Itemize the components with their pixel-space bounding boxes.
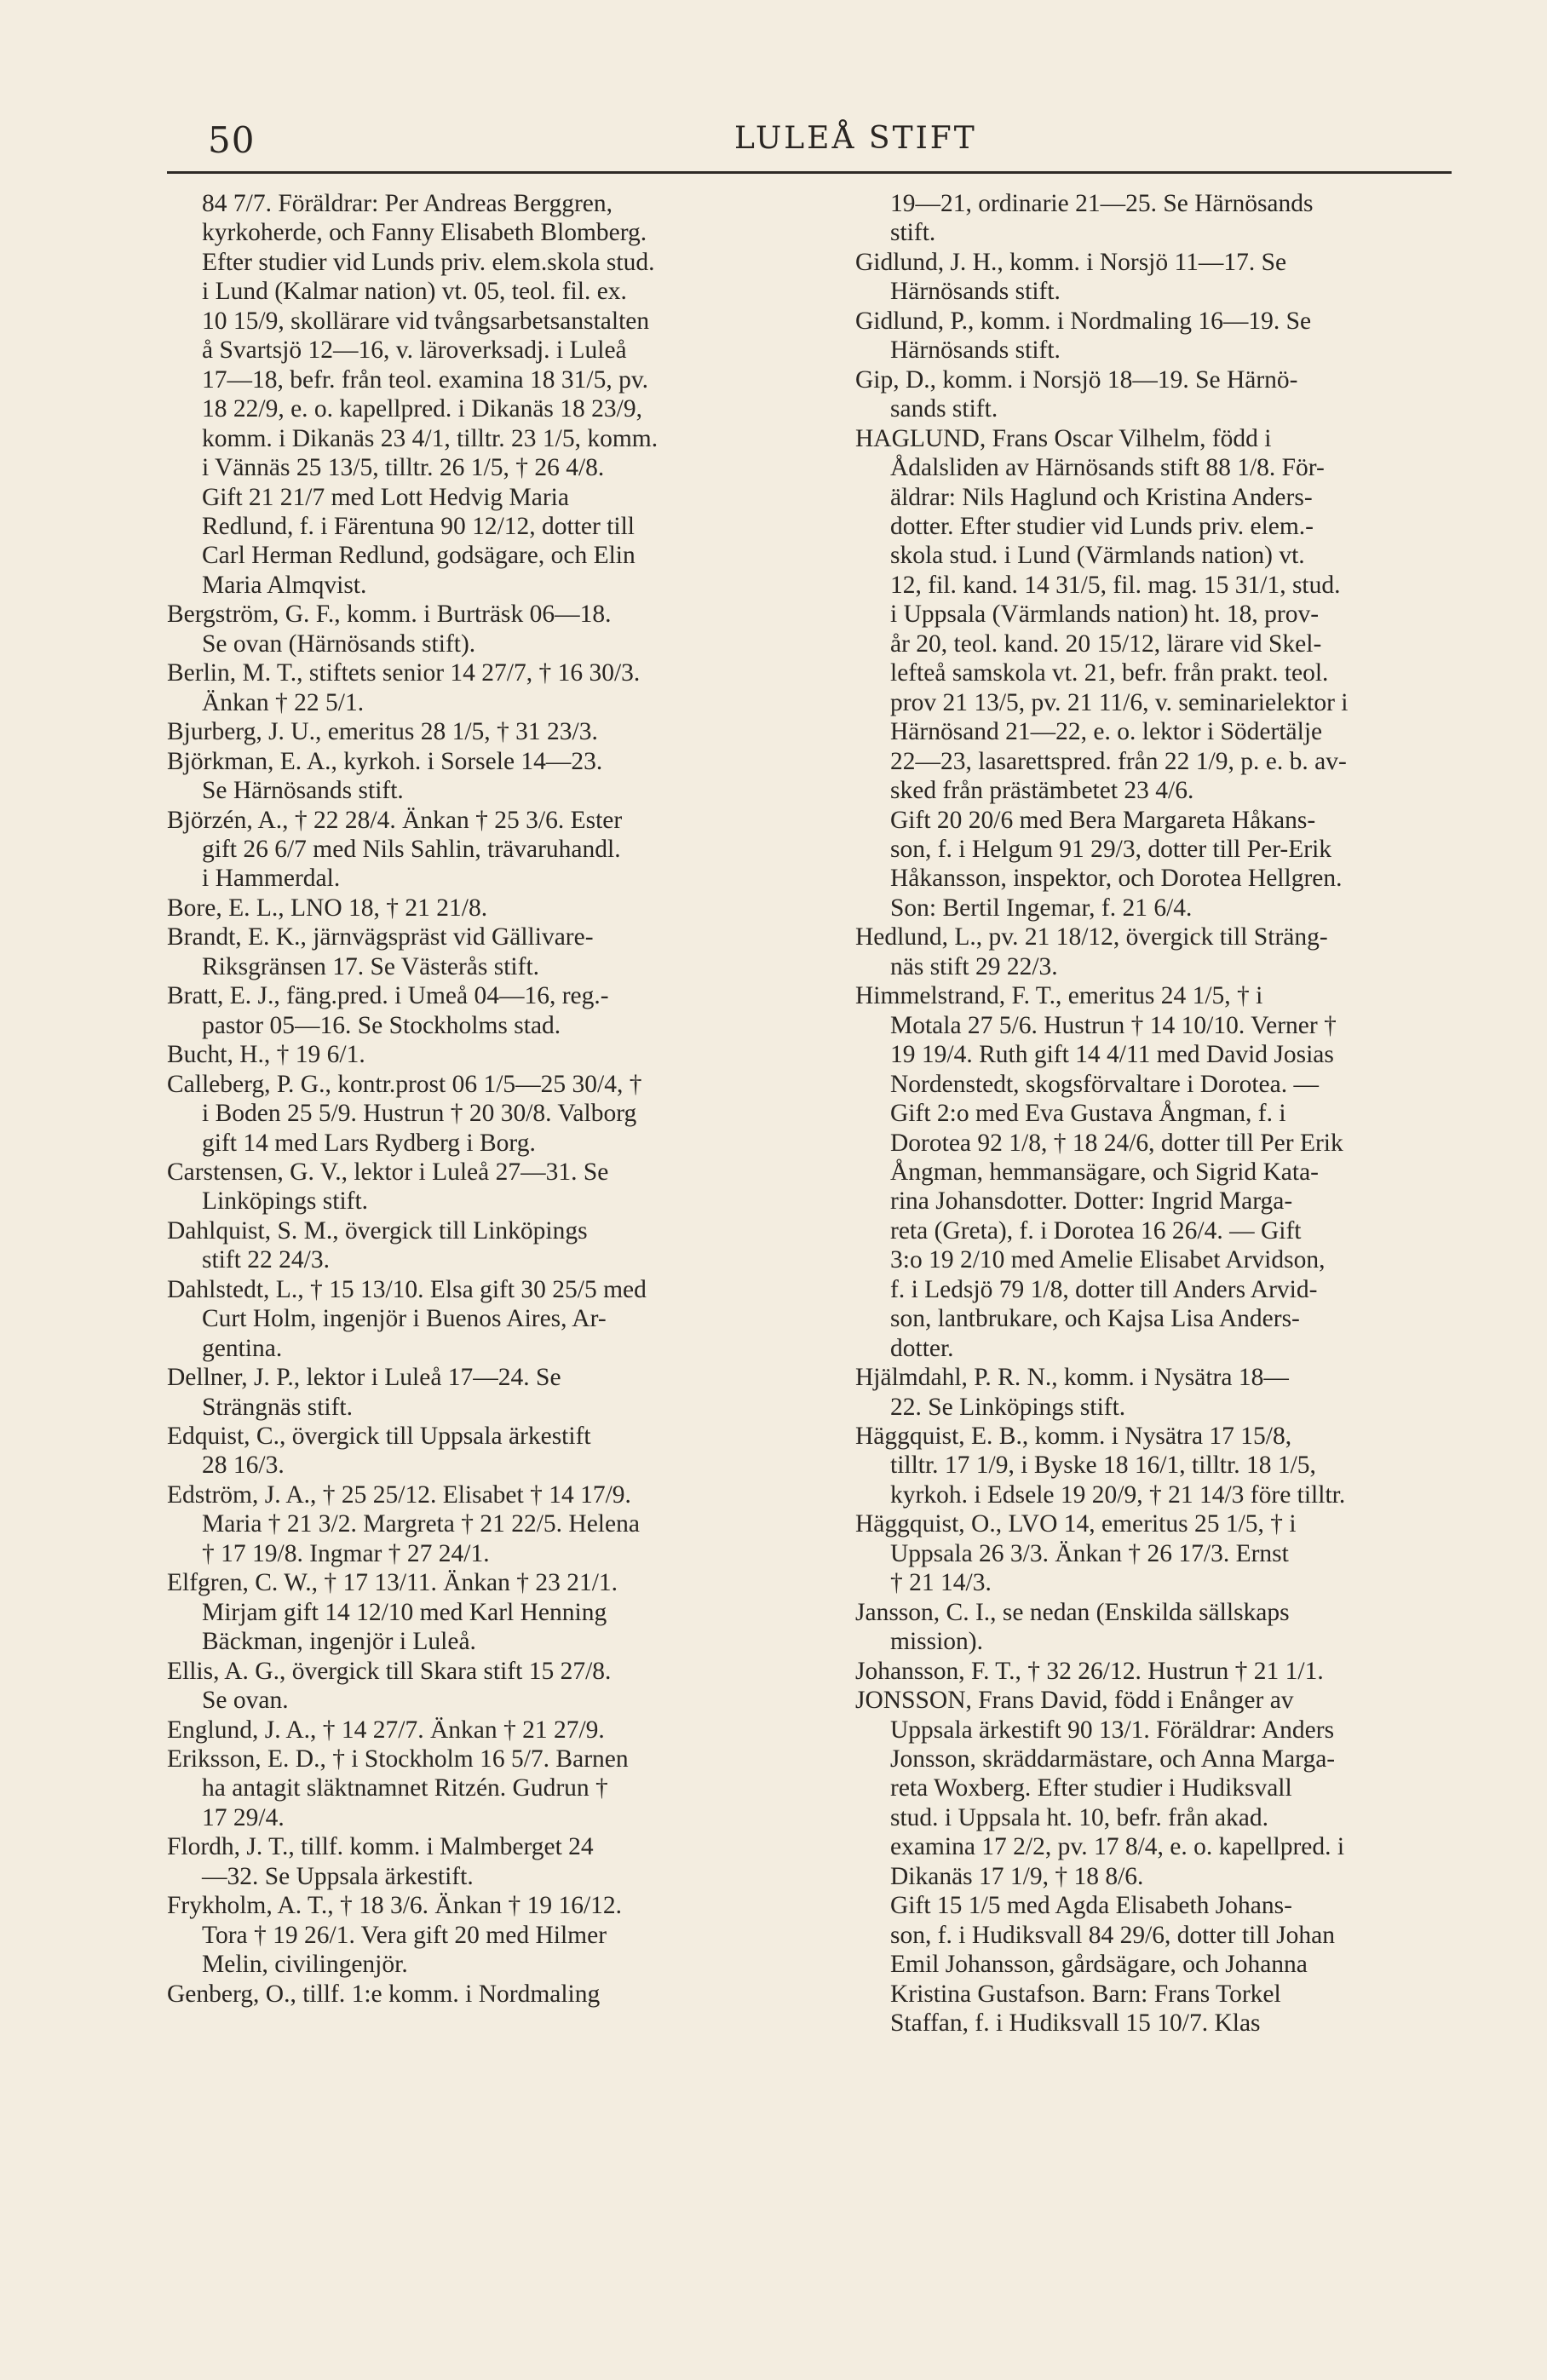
- text-line: Frykholm, A. T., † 18 3/6. Änkan † 19 16/12.: [167, 1892, 623, 1920]
- text-line: Maria Almqvist.: [202, 571, 367, 599]
- text-line: Son: Bertil Ingemar, f. 21 6/4.: [890, 894, 1193, 922]
- text-line: Strängnäs stift.: [202, 1393, 353, 1421]
- text-line: lefteå samskola vt. 21, befr. från prakt. teol.: [890, 659, 1329, 687]
- text-line: Gift 21 21/7 med Lott Hedvig Maria: [202, 483, 569, 511]
- text-line: 17—18, befr. från teol. examina 18 31/5, pv.: [202, 365, 649, 394]
- text-line: † 21 14/3.: [890, 1569, 992, 1597]
- text-line: Håkansson, inspektor, och Dorotea Hellgren.: [890, 865, 1343, 893]
- text-line: 17 29/4.: [202, 1803, 285, 1831]
- text-line: komm. i Dikanäs 23 4/1, tilltr. 23 1/5, komm.: [202, 424, 658, 452]
- text-line: Himmelstrand, F. T., emeritus 24 1/5, † i: [855, 982, 1263, 1010]
- text-line: å Svartsjö 12—16, v. läroverksadj. i Luleå: [202, 336, 627, 365]
- text-line: 19 19/4. Ruth gift 14 4/11 med David Josias: [890, 1041, 1334, 1069]
- text-line: Berlin, M. T., stiftets senior 14 27/7, † 16 30/3.: [167, 659, 641, 687]
- text-line: Dorotea 92 1/8, † 18 24/6, dotter till Per Erik: [890, 1129, 1343, 1157]
- text-line: i Hammerdal.: [202, 865, 341, 893]
- text-line: Emil Johansson, gårdsägare, och Johanna: [890, 1951, 1308, 1979]
- text-line: Dikanäs 17 1/9, † 18 8/6.: [890, 1862, 1144, 1890]
- text-line: kyrkoherde, och Fanny Elisabeth Blomberg.: [202, 219, 647, 247]
- text-line: son, lantbrukare, och Kajsa Lisa Anders-: [890, 1305, 1300, 1333]
- text-line: Änkan † 22 5/1.: [202, 688, 365, 716]
- text-line: Gidlund, J. H., komm. i Norsjö 11—17. Se: [855, 248, 1287, 276]
- text-line: Gidlund, P., komm. i Nordmaling 16—19. Se: [855, 307, 1312, 335]
- text-line: Ångman, hemmansägare, och Sigrid Kata-: [890, 1158, 1319, 1186]
- left-column: [167, 189, 801, 2009]
- text-line: Staffan, f. i Hudiksvall 15 10/7. Klas: [890, 2009, 1261, 2038]
- text-line: Se Härnösands stift.: [202, 777, 404, 805]
- text-line: Carstensen, G. V., lektor i Luleå 27—31. Se: [167, 1158, 609, 1186]
- text-line: —32. Se Uppsala ärkestift.: [202, 1862, 474, 1890]
- text-line: Riksgränsen 17. Se Västerås stift.: [202, 952, 540, 980]
- text-line: sands stift.: [890, 395, 998, 423]
- text-line: Ellis, A. G., övergick till Skara stift 15 27/8.: [167, 1657, 612, 1685]
- text-line: Hjälmdahl, P. R. N., komm. i Nysätra 18—: [855, 1364, 1289, 1392]
- text-line: stift.: [890, 219, 936, 247]
- text-line: Ådalsliden av Härnösands stift 88 1/8. För-: [890, 454, 1325, 482]
- text-line: Häggquist, O., LVO 14, emeritus 25 1/5, † i: [855, 1510, 1297, 1538]
- text-line: prov 21 13/5, pv. 21 11/6, v. seminarielektor i: [890, 688, 1349, 716]
- text-line: Hedlund, L., pv. 21 18/12, övergick till Sträng-: [855, 923, 1328, 951]
- text-line: 84 7/7. Föräldrar: Per Andreas Berggren,: [202, 190, 612, 217]
- text-line: Se ovan.: [202, 1687, 289, 1715]
- text-line: Dahlquist, S. M., övergick till Linköpings: [167, 1216, 588, 1245]
- text-line: 18 22/9, e. o. kapellpred. i Dikanäs 18 23/9,: [202, 395, 642, 423]
- text-line: Uppsala ärkestift 90 13/1. Föräldrar: Anders: [890, 1716, 1335, 1744]
- text-line: Häggquist, E. B., komm. i Nysätra 17 15/8,: [855, 1423, 1292, 1451]
- text-line: år 20, teol. kand. 20 15/12, lärare vid Skel-: [890, 629, 1322, 658]
- text-line: Se ovan (Härnösands stift).: [202, 629, 476, 658]
- text-line: rina Johansdotter. Dotter: Ingrid Marga-: [890, 1187, 1293, 1216]
- header-rule: [167, 171, 1452, 174]
- text-line: Carl Herman Redlund, godsägare, och Elin: [202, 542, 635, 570]
- text-line: Jansson, C. I., se nedan (Enskilda sällskaps: [855, 1598, 1290, 1626]
- text-line: Bäckman, ingenjör i Luleå.: [202, 1628, 476, 1656]
- text-line: Uppsala 26 3/3. Änkan † 26 17/3. Ernst: [890, 1539, 1289, 1567]
- text-line: Curt Holm, ingenjör i Buenos Aires, Ar-: [202, 1305, 607, 1333]
- text-line: Edquist, C., övergick till Uppsala ärkestift: [167, 1423, 591, 1451]
- text-line: Eriksson, E. D., † i Stockholm 16 5/7. Barnen: [167, 1745, 629, 1774]
- text-line: Flordh, J. T., tillf. komm. i Malmberget 24: [167, 1833, 594, 1861]
- text-line: kyrkoh. i Edsele 19 20/9, † 21 14/3 före tilltr.: [890, 1480, 1346, 1509]
- text-line: Jonsson, skräddarmästare, och Anna Marga-: [890, 1745, 1336, 1774]
- text-line: Edström, J. A., † 25 25/12. Elisabet † 14 17/9.: [167, 1480, 631, 1509]
- text-line: 12, fil. kand. 14 31/5, fil. mag. 15 31/1, stud.: [890, 571, 1341, 599]
- text-line: Dahlstedt, L., † 15 13/10. Elsa gift 30 25/5 med: [167, 1275, 647, 1303]
- text-line: i Lund (Kalmar nation) vt. 05, teol. fil. ex.: [202, 278, 627, 306]
- text-line: gift 14 med Lars Rydberg i Borg.: [202, 1129, 536, 1157]
- text-line: Calleberg, P. G., kontr.prost 06 1/5—25 30/4, †: [167, 1070, 642, 1098]
- text-line: tilltr. 17 1/9, i Byske 18 16/1, tilltr. 18 1/5,: [890, 1452, 1316, 1480]
- text-line: Mirjam gift 14 12/10 med Karl Henning: [202, 1598, 607, 1626]
- text-line: Genberg, O., tillf. 1:e komm. i Nordmaling: [167, 1980, 601, 2008]
- text-line: dotter. Efter studier vid Lunds priv. elem.-: [890, 512, 1314, 540]
- text-line: stift 22 24/3.: [202, 1246, 330, 1274]
- text-line: i Uppsala (Värmlands nation) ht. 18, prov-: [890, 601, 1320, 629]
- text-line: gentina.: [202, 1334, 283, 1362]
- text-line: Melin, civilingenjör.: [202, 1951, 408, 1979]
- text-line: mission).: [890, 1628, 983, 1656]
- text-line: Gip, D., komm. i Norsjö 18—19. Se Härnö-: [855, 365, 1298, 394]
- text-line: i Boden 25 5/9. Hustrun † 20 30/8. Valborg: [202, 1100, 637, 1128]
- text-line: son, f. i Helgum 91 29/3, dotter till Per-Erik: [890, 835, 1332, 863]
- text-line: f. i Ledsjö 79 1/8, dotter till Anders Arvid-: [890, 1275, 1318, 1303]
- text-line: JONSSON, Frans David, född i Enånger av: [855, 1687, 1294, 1715]
- text-line: Härnösands stift.: [890, 336, 1061, 365]
- text-line: 22—23, lasarettspred. från 22 1/9, p. e. b. av-: [890, 747, 1347, 775]
- text-line: Bratt, E. J., fäng.pred. i Umeå 04—16, reg.-: [167, 982, 609, 1010]
- text-line: Bore, E. L., LNO 18, † 21 21/8.: [167, 894, 488, 922]
- text-line: 22. Se Linköpings stift.: [890, 1393, 1126, 1421]
- text-line: Redlund, f. i Färentuna 90 12/12, dotter till: [202, 512, 635, 540]
- running-title: LULEÅ STIFT: [734, 121, 977, 156]
- text-line: i Vännäs 25 13/5, tilltr. 26 1/5, † 26 4/8.: [202, 454, 605, 482]
- text-line: Johansson, F. T., † 32 26/12. Hustrun † 21 1/1.: [855, 1657, 1324, 1685]
- text-line: Gift 2:o med Eva Gustava Ångman, f. i: [890, 1100, 1286, 1128]
- text-line: näs stift 29 22/3.: [890, 952, 1058, 980]
- text-line: examina 17 2/2, pv. 17 8/4, e. o. kapellpred. i: [890, 1833, 1345, 1861]
- text-line: Härnösand 21—22, e. o. lektor i Södertälje: [890, 718, 1323, 746]
- text-line: Gift 15 1/5 med Agda Elisabeth Johans-: [890, 1892, 1292, 1920]
- text-line: Härnösands stift.: [890, 278, 1061, 306]
- text-line: skola stud. i Lund (Värmlands nation) vt.: [890, 542, 1305, 570]
- text-line: Bucht, H., † 19 6/1.: [167, 1041, 365, 1069]
- text-line: dotter.: [890, 1334, 954, 1362]
- text-line: gift 26 6/7 med Nils Sahlin, trävaruhandl.: [202, 835, 621, 863]
- text-line: stud. i Uppsala ht. 10, befr. från akad.: [890, 1803, 1269, 1831]
- text-line: Motala 27 5/6. Hustrun † 14 10/10. Verner †: [890, 1011, 1337, 1039]
- page-number: 50: [208, 119, 256, 161]
- text-line: reta (Greta), f. i Dorotea 16 26/4. — Gift: [890, 1216, 1302, 1245]
- text-line: Dellner, J. P., lektor i Luleå 17—24. Se: [167, 1364, 561, 1392]
- text-line: Elfgren, C. W., † 17 13/11. Änkan † 23 21/1.: [167, 1569, 618, 1597]
- text-line: Linköpings stift.: [202, 1187, 369, 1216]
- text-line: Maria † 21 3/2. Margreta † 21 22/5. Helena: [202, 1510, 640, 1538]
- text-line: sked från prästämbetet 23 4/6.: [890, 777, 1194, 805]
- text-line: Bergström, G. F., komm. i Burträsk 06—18.: [167, 601, 612, 629]
- text-line: Efter studier vid Lunds priv. elem.skola stud.: [202, 248, 655, 276]
- text-line: reta Woxberg. Efter studier i Hudiksvall: [890, 1774, 1292, 1802]
- text-line: pastor 05—16. Se Stockholms stad.: [202, 1011, 561, 1039]
- text-line: Bjurberg, J. U., emeritus 28 1/5, † 31 23/3.: [167, 718, 598, 746]
- right-column: [855, 189, 1465, 2038]
- text-line: Englund, J. A., † 14 27/7. Änkan † 21 27/9.: [167, 1716, 605, 1744]
- text-line: Gift 20 20/6 med Bera Margareta Håkans-: [890, 806, 1316, 834]
- text-line: HAGLUND, Frans Oscar Vilhelm, född i: [855, 424, 1272, 452]
- text-line: Nordenstedt, skogsförvaltare i Dorotea. —: [890, 1070, 1319, 1098]
- text-line: 28 16/3.: [202, 1452, 285, 1480]
- text-line: † 17 19/8. Ingmar † 27 24/1.: [202, 1539, 490, 1567]
- text-line: son, f. i Hudiksvall 84 29/6, dotter till Johan: [890, 1921, 1335, 1949]
- text-line: ha antagit släktnamnet Ritzén. Gudrun †: [202, 1774, 608, 1802]
- text-line: Kristina Gustafson. Barn: Frans Torkel: [890, 1980, 1281, 2008]
- text-line: Björkman, E. A., kyrkoh. i Sorsele 14—23.: [167, 747, 603, 775]
- text-line: 3:o 19 2/10 med Amelie Elisabet Arvidson,: [890, 1246, 1326, 1274]
- text-line: 19—21, ordinarie 21—25. Se Härnösands: [890, 190, 1314, 217]
- text-line: Brandt, E. K., järnvägspräst vid Gällivare-: [167, 923, 594, 951]
- text-line: 10 15/9, skollärare vid tvångsarbetsanstalten: [202, 307, 650, 335]
- text-line: äldrar: Nils Haglund och Kristina Anders-: [890, 483, 1313, 511]
- text-line: Tora † 19 26/1. Vera gift 20 med Hilmer: [202, 1921, 607, 1949]
- text-line: Björzén, A., † 22 28/4. Änkan † 25 3/6. Ester: [167, 806, 623, 834]
